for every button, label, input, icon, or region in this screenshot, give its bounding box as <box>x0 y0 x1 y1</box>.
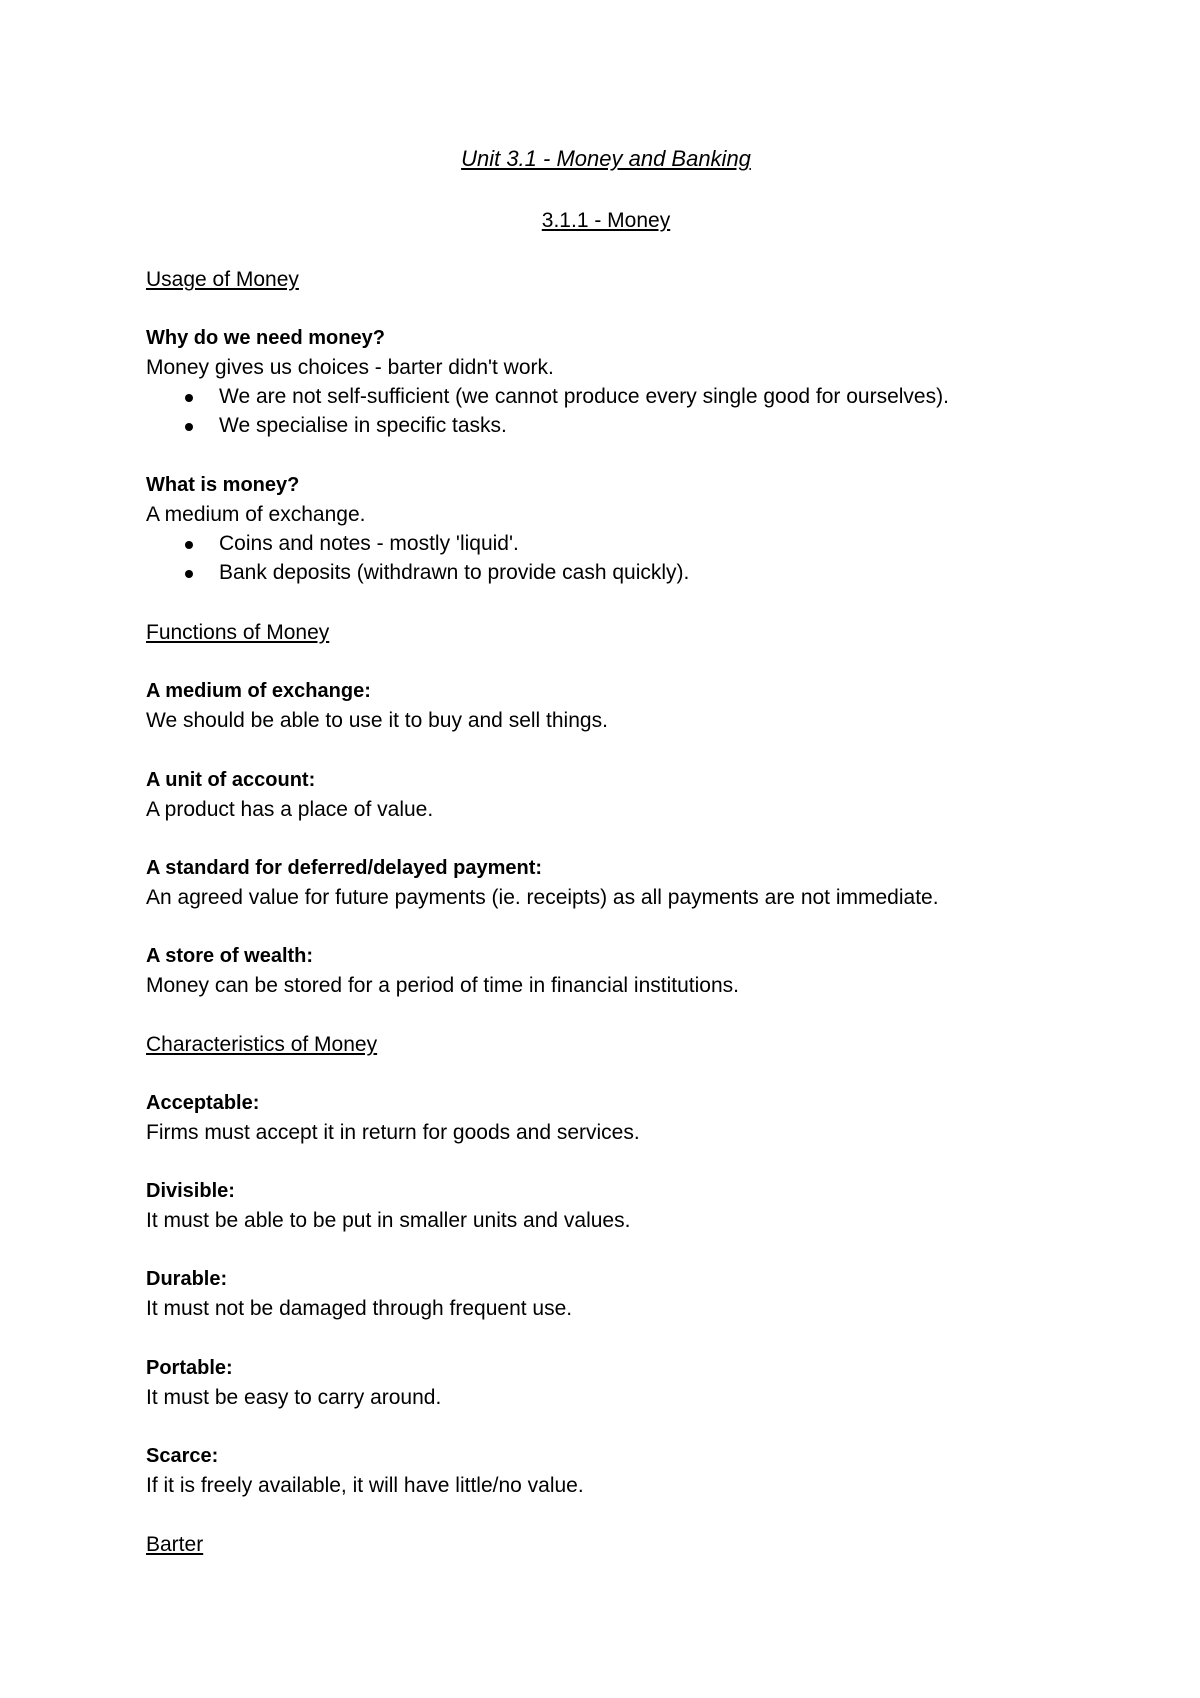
function-term: A standard for deferred/delayed payment: <box>146 857 543 879</box>
usage-heading: Usage of Money <box>146 268 299 291</box>
section-subtitle: 3.1.1 - Money <box>541 209 671 232</box>
characteristic-item <box>146 1442 1066 1500</box>
characteristics-heading: Characteristics of Money <box>146 1033 378 1056</box>
characteristic-term: Divisible: <box>146 1180 235 1202</box>
characteristic-desc: It must be easy to carry around. <box>146 1386 442 1409</box>
characteristic-desc: Firms must accept it in return for goods and services. <box>146 1121 640 1144</box>
functions-section <box>146 618 1066 647</box>
functions-heading: Functions of Money <box>146 621 330 644</box>
list-item: Bank deposits (withdrawn to provide cash quickly). <box>146 558 1066 587</box>
function-desc: A product has a place of value. <box>146 798 434 821</box>
function-item <box>146 766 1066 824</box>
characteristic-term: Acceptable: <box>146 1092 260 1114</box>
function-term: A medium of exchange: <box>146 680 371 702</box>
function-desc: Money can be stored for a period of time in financial institutions. <box>146 974 739 997</box>
list-item: Coins and notes - mostly 'liquid'. <box>146 529 1066 558</box>
what-money-block <box>146 471 1066 587</box>
bullet-icon <box>185 541 193 549</box>
function-term: A store of wealth: <box>146 945 314 967</box>
characteristic-item <box>146 1354 1066 1412</box>
what-money-answer: A medium of exchange. <box>146 503 366 526</box>
characteristic-term: Durable: <box>146 1268 228 1290</box>
need-money-answer: Money gives us choices - barter didn't work. <box>146 356 554 379</box>
bullet-icon <box>185 570 193 578</box>
characteristic-term: Scarce: <box>146 1445 219 1467</box>
bullet-icon <box>185 394 193 402</box>
characteristic-item <box>146 1265 1066 1323</box>
characteristics-section <box>146 1030 1066 1059</box>
characteristic-desc: It must be able to be put in smaller units and values. <box>146 1209 631 1232</box>
characteristic-term: Portable: <box>146 1357 233 1379</box>
list-item: We specialise in specific tasks. <box>146 411 1066 440</box>
what-money-bullets <box>146 529 1066 587</box>
function-term: A unit of account: <box>146 769 316 791</box>
function-desc: We should be able to use it to buy and sell things. <box>146 709 608 732</box>
barter-heading: Barter <box>146 1533 204 1556</box>
function-item <box>146 854 1066 912</box>
need-money-bullets <box>146 382 1066 440</box>
function-item <box>146 942 1066 1000</box>
page-title: Unit 3.1 - Money and Banking <box>461 146 751 171</box>
usage-section <box>146 265 1066 294</box>
function-desc: An agreed value for future payments (ie. receipts) as all payments are not immediate. <box>146 886 939 909</box>
need-money-question: Why do we need money? <box>146 327 385 349</box>
barter-section <box>146 1530 1066 1559</box>
characteristic-desc: It must not be damaged through frequent use. <box>146 1297 573 1320</box>
function-item <box>146 677 1066 735</box>
bullet-icon <box>185 423 193 431</box>
list-item: We are not self-sufficient (we cannot produce every single good for ourselves). <box>146 382 1066 411</box>
what-money-question: What is money? <box>146 474 300 496</box>
characteristic-item <box>146 1089 1066 1147</box>
characteristic-item <box>146 1177 1066 1235</box>
need-money-block <box>146 324 1066 440</box>
characteristic-desc: If it is freely available, it will have little/no value. <box>146 1474 584 1497</box>
